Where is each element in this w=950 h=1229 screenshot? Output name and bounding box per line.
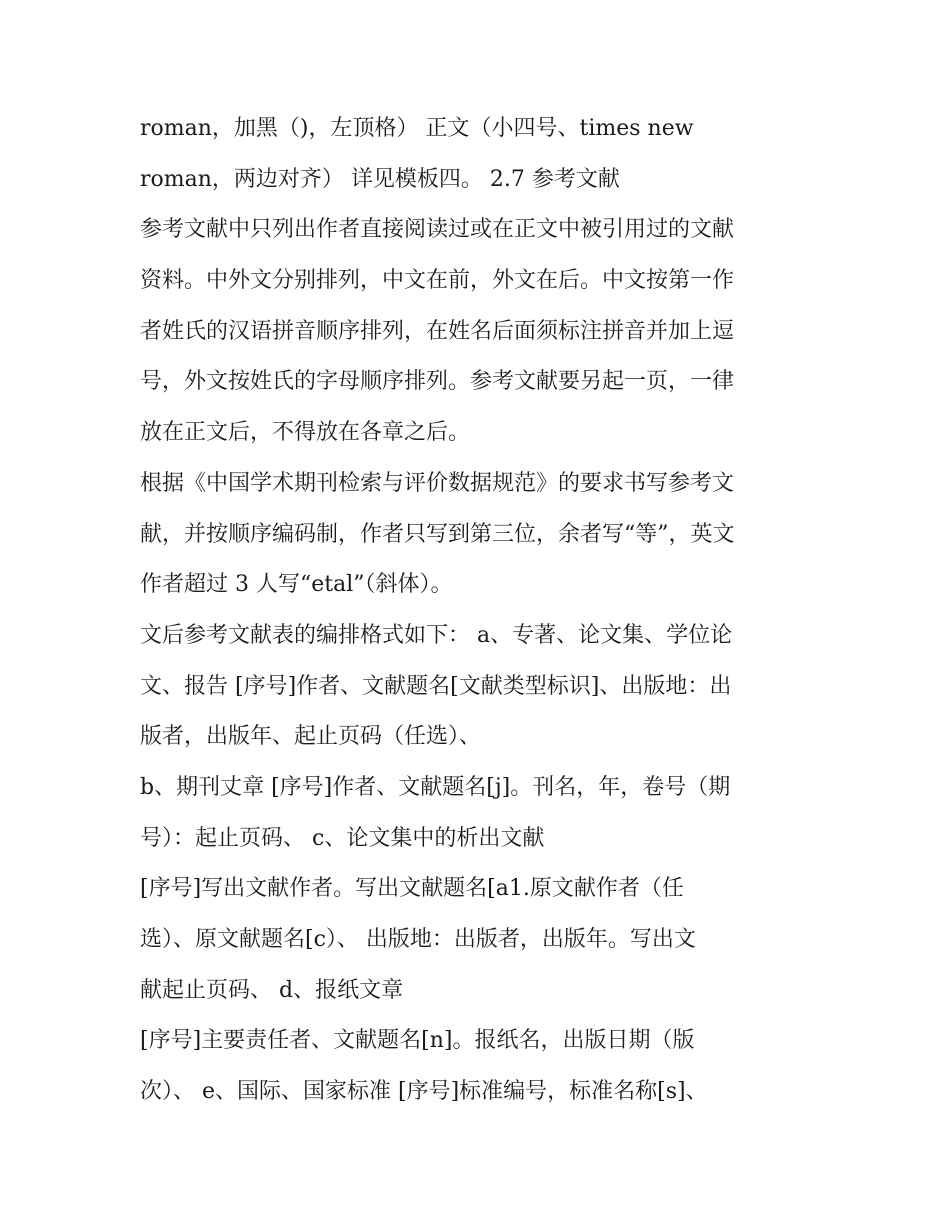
text-line: roman，加黑（)，左顶格） 正文（小四号、times new <box>140 116 694 141</box>
text-line: 放在正文后，不得放在各章之后。 <box>140 420 471 446</box>
text-line: 次）、 e、国际、国家标准 [序号]标准编号，标准名称[s]、 <box>140 1079 708 1105</box>
text-line: 参考文献中只列出作者直接阅读过或在正文中被引用过的文献 <box>140 217 735 243</box>
text-line: 献起止页码、 d、报纸文章 <box>140 977 404 1003</box>
text-line: [序号]主要责任者、文献题名[n]。报纸名，出版日期（版 <box>140 1028 695 1054</box>
text-line: 根据《中国学术期刊检索与评价数据规范》的要求书写参考文 <box>140 470 735 496</box>
text-line: 献，并按顺序编码制，作者只写到第三位，余者写“等”，英文 <box>140 521 735 547</box>
body-text <box>140 104 830 1118</box>
text-line: 作者超过 3 人写“etal”（斜体）。 <box>140 572 453 598</box>
text-line: 文后参考文献表的编排格式如下： a、专著、论文集、学位论 <box>140 622 733 648</box>
text-line: 者姓氏的汉语拼音顺序排列，在姓名后面须标注拼音并加上逗 <box>140 318 735 344</box>
text-line: [序号]写出文献作者。写出文献题名[a1.原文献作者（任 <box>140 876 684 902</box>
text-line: 资料。中外文分别排列，中文在前，外文在后。中文按第一作 <box>140 268 735 294</box>
text-line: 文、报告 [序号]作者、文献题名[文献类型标识]、出版地：出 <box>140 673 732 699</box>
text-line: roman，两边对齐） 详见模板四。 2.7 参考文献 <box>140 166 620 192</box>
text-line: 版者，出版年、起止页码（任选）、 <box>140 724 482 750</box>
text-line: b、期刊丈章 [序号]作者、文献题名[j]。刊名，年，卷号（期 <box>140 774 731 800</box>
text-line: 选）、原文献题名[c）、 出版地：出版者，出版年。写出文 <box>140 927 696 952</box>
text-line: 号，外文按姓氏的字母顺序排列。参考文献要另起一页，一律 <box>140 369 735 395</box>
text-line: 号）：起止页码、 c、论文集中的析出文献 <box>140 825 545 851</box>
